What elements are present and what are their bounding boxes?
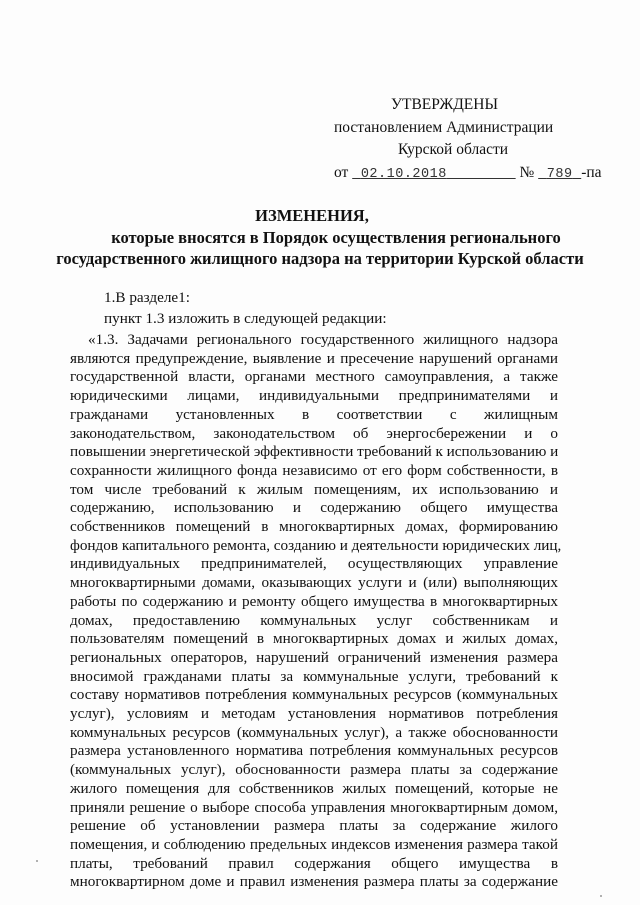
body-line: являются предупреждение, выявление и пресечение нарушений органами: [70, 349, 558, 367]
approval-date-line: [334, 164, 602, 182]
body-line: решение об установлении размера платы за содержание жилого: [70, 817, 558, 835]
body-line: многоквартирном доме и правил изменения размера платы за содержание: [70, 873, 558, 891]
body-line: региональных операторов, нарушений ограничений изменения размера: [70, 648, 558, 666]
body-line: фондов капитального ремонта, созданию и деятельности юридических лиц,: [70, 536, 562, 554]
number-suffix: -па: [581, 164, 602, 181]
body-line: повышении энергетической эффективности требований к использованию и: [70, 443, 559, 461]
section-heading: 1.В разделе1:: [104, 289, 190, 306]
body-line: помещения, и соблюдению предельных индексов изменения размера такой: [70, 835, 558, 853]
body-line: содержанию, использованию и содержанию общего имущества: [70, 499, 558, 517]
document-title: ИЗМЕНЕНИЯ,: [255, 206, 369, 225]
body-line: вносимой гражданами платы за коммунальные услуги, требований к: [70, 667, 558, 685]
body-line: коммунальных ресурсов (коммунальных услуг), а также обоснованности: [70, 723, 558, 741]
body-line: юридическими лицами, индивидуальными предпринимателями и: [70, 387, 558, 405]
body-line: сохранности жилищного фонда независимо от его форм собственности, в: [70, 461, 558, 479]
body-line: многоквартирными домами, оказывающих услуги и (или) выполняющих: [70, 574, 558, 592]
approval-number: 789: [546, 167, 573, 182]
number-prefix: №: [519, 164, 535, 181]
approval-resolution: постановлением Администрации: [334, 119, 554, 136]
scan-speck: [600, 895, 602, 897]
body-line: индивидуальных предпринимателей, осуществляющих управление: [70, 555, 558, 573]
body-line: услуг), условиям и методам установления нормативов потребления: [70, 705, 558, 722]
body-line: (коммунальных услуг), обоснованности размера платы за содержание: [70, 761, 558, 779]
body-line: домах, предоставлению коммунальных услуг собственникам и: [70, 611, 558, 629]
body-line: размера установленного норматива потребления коммунальных ресурсов: [70, 742, 558, 760]
body-line: приняли решение о выборе способа управления многоквартирным домом,: [70, 798, 558, 816]
body-line: пользователям помещений в многоквартирных домах и жилых домах,: [70, 630, 558, 648]
body-line: платы, требований правил содержания общего имущества в: [70, 854, 558, 872]
body-line: том числе требований к жилым помещениям, их использованию и: [70, 480, 558, 498]
approval-region: Курской области: [398, 141, 509, 158]
approval-date: 02.10.2018: [360, 167, 447, 182]
body-line: «1.3. Задачами регионального государственного жилищного надзора: [88, 331, 558, 348]
document-subtitle-line2: государственного жилищного надзора на территории Курской области: [56, 249, 584, 268]
point-instruction: пункт 1.3 изложить в следующей редакции:: [104, 310, 387, 327]
body-line: гражданами установленных в соответствии с жилищным: [70, 405, 558, 423]
approval-heading: УТВЕРЖДЕНЫ: [391, 96, 498, 113]
body-line: собственников помещений в многоквартирных домах, формированию: [70, 518, 558, 535]
body-line: законодательством, законодательством об энергосбережении и о: [70, 424, 558, 442]
date-prefix: от: [334, 164, 349, 181]
scan-speck: [36, 860, 38, 862]
body-line: работы по содержанию и ремонту общего имущества в многоквартирных: [70, 592, 558, 610]
document-subtitle-line1: которые вносятся в Порядок осуществления регионального: [111, 228, 561, 247]
body-line: составу нормативов потребления коммунальных ресурсов (коммунальных: [70, 686, 558, 704]
body-line: государственной власти, органами местного самоуправления, а также: [70, 368, 558, 386]
body-line: жилого помещения для собственников жилых помещений, которые не: [70, 779, 558, 797]
